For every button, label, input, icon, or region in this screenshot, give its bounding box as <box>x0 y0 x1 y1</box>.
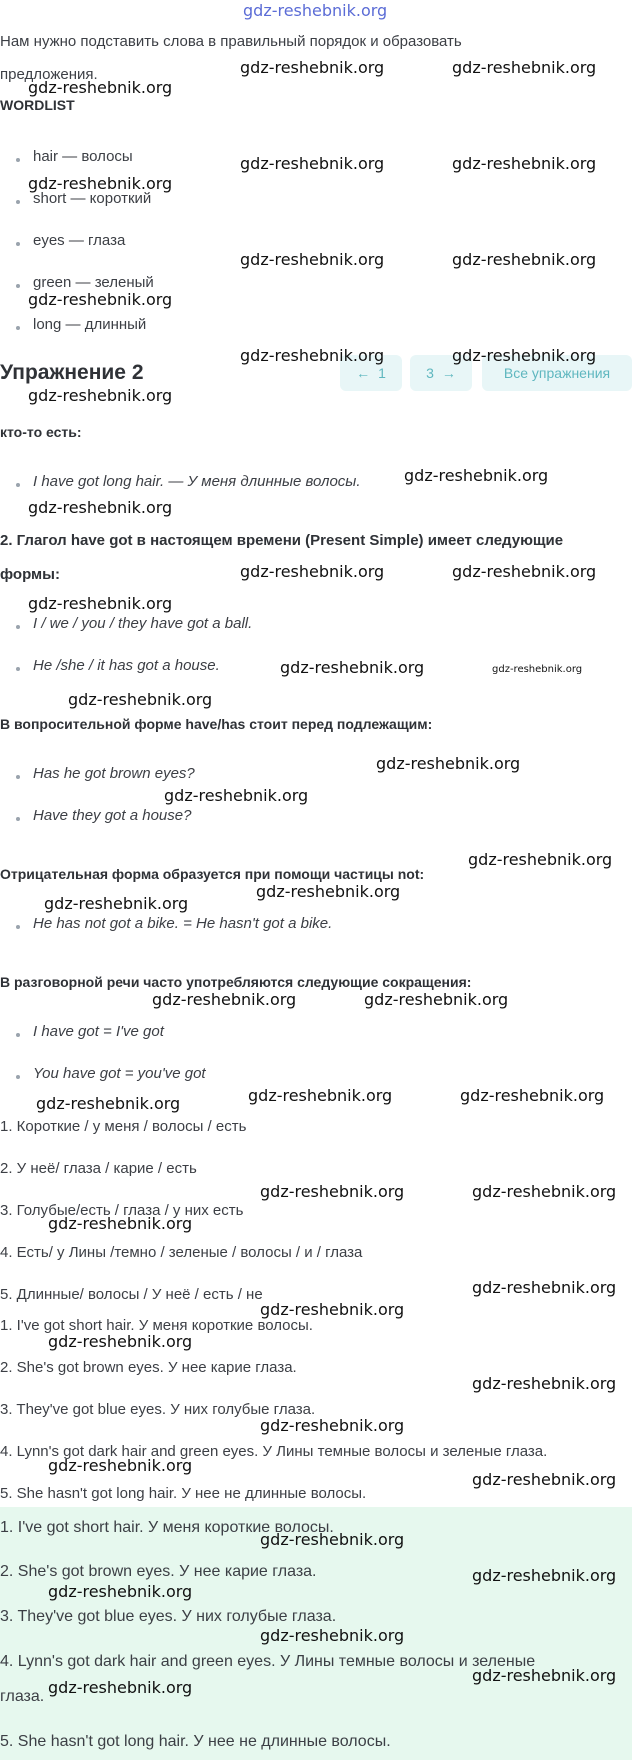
watermark: gdz-reshebnik.org <box>28 498 173 517</box>
bullet <box>16 817 20 821</box>
bullet <box>16 158 20 162</box>
watermark: gdz-reshebnik.org <box>48 1214 193 1233</box>
arrow-left-icon: ← <box>356 365 371 381</box>
rule-text: В разговорной речи часто употребляются следующие сокращения: <box>0 974 472 990</box>
watermark: gdz-reshebnik.org <box>48 1582 193 1601</box>
watermark: gdz-reshebnik.org <box>260 1300 405 1319</box>
watermark: gdz-reshebnik.org <box>44 894 189 913</box>
all-exercises-button[interactable]: Все упражнения <box>482 355 632 391</box>
watermark: gdz-reshebnik.org <box>48 1678 193 1697</box>
task-line: 1. Короткие / у меня / волосы / есть <box>0 1118 247 1135</box>
example: He /she / it has got a house. <box>33 657 220 674</box>
bullet <box>16 925 20 929</box>
watermark-top: gdz-reshebnik.org <box>243 1 388 20</box>
watermark: gdz-reshebnik.org <box>48 1332 193 1351</box>
bullet <box>16 242 20 246</box>
bullet <box>16 326 20 330</box>
watermark: gdz-reshebnik.org <box>260 1626 405 1645</box>
list-item: hair — волосы <box>33 148 133 165</box>
answer-box-line: 5. She hasn't got long hair. У нее не длинные волосы. <box>0 1733 391 1750</box>
wordlist-title: WORDLIST <box>0 97 75 113</box>
answer-box-line: 1. I've got short hair. У меня короткие волосы. <box>0 1519 334 1536</box>
example: He has not got a bike. = He hasn't got a bike. <box>33 915 333 932</box>
watermark: gdz-reshebnik.org <box>28 290 173 309</box>
watermark: gdz-reshebnik.org <box>248 1086 393 1105</box>
watermark: gdz-reshebnik.org <box>68 690 213 709</box>
answer-line: 2. She's got brown eyes. У нее карие глаза. <box>0 1359 297 1376</box>
answer-line: 3. They've got blue eyes. У них голубые глаза. <box>0 1401 316 1418</box>
watermark: gdz-reshebnik.org <box>492 664 583 675</box>
list-item: eyes — глаза <box>33 232 126 249</box>
watermark: gdz-reshebnik.org <box>452 154 597 173</box>
watermark: gdz-reshebnik.org <box>472 1374 617 1393</box>
intro-text: Нам нужно подставить слова в правильный порядок и образовать <box>0 33 462 50</box>
example: I have got long hair. — У меня длинные волосы. <box>33 473 361 490</box>
watermark: gdz-reshebnik.org <box>260 1530 405 1549</box>
answer-line: 5. She hasn't got long hair. У нее не длинные волосы. <box>0 1485 367 1502</box>
watermark: gdz-reshebnik.org <box>240 250 385 269</box>
intro-text-cont: предложения. <box>0 66 98 83</box>
exercise-title: Упражнение 2 <box>0 361 144 384</box>
bullet <box>16 1075 20 1079</box>
example: I have got = I've got <box>33 1023 164 1040</box>
watermark: gdz-reshebnik.org <box>28 78 173 97</box>
watermark: gdz-reshebnik.org <box>472 1666 617 1685</box>
watermark: gdz-reshebnik.org <box>452 562 597 581</box>
theory-text: кто-то есть: <box>0 424 82 440</box>
watermark: gdz-reshebnik.org <box>28 594 173 613</box>
list-item: green — зеленый <box>33 274 154 291</box>
watermark: gdz-reshebnik.org <box>28 386 173 405</box>
bullet <box>16 667 20 671</box>
bullet <box>16 1033 20 1037</box>
rule-text: Отрицательная форма образуется при помощи частицы not: <box>0 866 425 882</box>
watermark: gdz-reshebnik.org <box>240 346 385 365</box>
watermark: gdz-reshebnik.org <box>452 250 597 269</box>
watermark: gdz-reshebnik.org <box>256 882 401 901</box>
watermark: gdz-reshebnik.org <box>472 1278 617 1297</box>
bullet <box>16 483 20 487</box>
watermark: gdz-reshebnik.org <box>240 562 385 581</box>
answer-box-line: 2. She's got brown eyes. У нее карие глаза. <box>0 1563 317 1580</box>
answer-line: 1. I've got short hair. У меня короткие волосы. <box>0 1317 313 1334</box>
rule-text: В вопросительной форме have/has стоит перед подлежащим: <box>0 716 433 732</box>
rule-text: 2. Глагол have got в настоящем времени (Present Simple) имеет следующие <box>0 532 564 549</box>
watermark: gdz-reshebnik.org <box>280 658 425 677</box>
answer-line: 4. Lynn's got dark hair and green eyes. У Лины темные волосы и зеленые глаза. <box>0 1443 548 1460</box>
bullet <box>16 200 20 204</box>
watermark: gdz-reshebnik.org <box>472 1470 617 1489</box>
answer-box-line: 3. They've got blue eyes. У них голубые глаза. <box>0 1608 337 1625</box>
watermark: gdz-reshebnik.org <box>260 1416 405 1435</box>
example: Has he got brown eyes? <box>33 765 195 782</box>
watermark: gdz-reshebnik.org <box>48 1456 193 1475</box>
task-line: 4. Есть/ у Лины /темно / зеленые / волосы / и / глаза <box>0 1244 363 1261</box>
bullet <box>16 284 20 288</box>
rule-text-cont: формы: <box>0 566 60 583</box>
task-line: 2. У неё/ глаза / карие / есть <box>0 1160 197 1177</box>
task-line: 3. Голубые/есть / глаза / у них есть <box>0 1202 244 1219</box>
example: You have got = you've got <box>33 1065 206 1082</box>
arrow-right-icon: → <box>441 365 456 381</box>
watermark: gdz-reshebnik.org <box>28 174 173 193</box>
list-item: long — длинный <box>33 316 147 333</box>
watermark: gdz-reshebnik.org <box>452 58 597 77</box>
bullet <box>16 625 20 629</box>
next-exercise-number: 3 <box>426 365 434 381</box>
answer-box-line-cont: глаза. <box>0 1688 45 1705</box>
watermark: gdz-reshebnik.org <box>472 1566 617 1585</box>
watermark: gdz-reshebnik.org <box>36 1094 181 1113</box>
watermark: gdz-reshebnik.org <box>460 1086 605 1105</box>
answer-box-line: 4. Lynn's got dark hair and green eyes. У Лины темные волосы и зеленые <box>0 1653 536 1670</box>
prev-exercise-number: 1 <box>378 365 386 381</box>
watermark: gdz-reshebnik.org <box>404 466 549 485</box>
watermark: gdz-reshebnik.org <box>452 346 597 365</box>
bullet <box>16 775 20 779</box>
watermark: gdz-reshebnik.org <box>240 58 385 77</box>
watermark: gdz-reshebnik.org <box>364 990 509 1009</box>
watermark: gdz-reshebnik.org <box>468 850 613 869</box>
watermark: gdz-reshebnik.org <box>260 1182 405 1201</box>
task-line: 5. Длинные/ волосы / У неё / есть / не <box>0 1286 263 1303</box>
watermark: gdz-reshebnik.org <box>472 1182 617 1201</box>
example: Have they got a house? <box>33 807 192 824</box>
watermark: gdz-reshebnik.org <box>164 786 309 805</box>
list-item: short — короткий <box>33 190 152 207</box>
watermark: gdz-reshebnik.org <box>376 754 521 773</box>
watermark: gdz-reshebnik.org <box>152 990 297 1009</box>
watermark: gdz-reshebnik.org <box>240 154 385 173</box>
example: I / we / you / they have got a ball. <box>33 615 253 632</box>
